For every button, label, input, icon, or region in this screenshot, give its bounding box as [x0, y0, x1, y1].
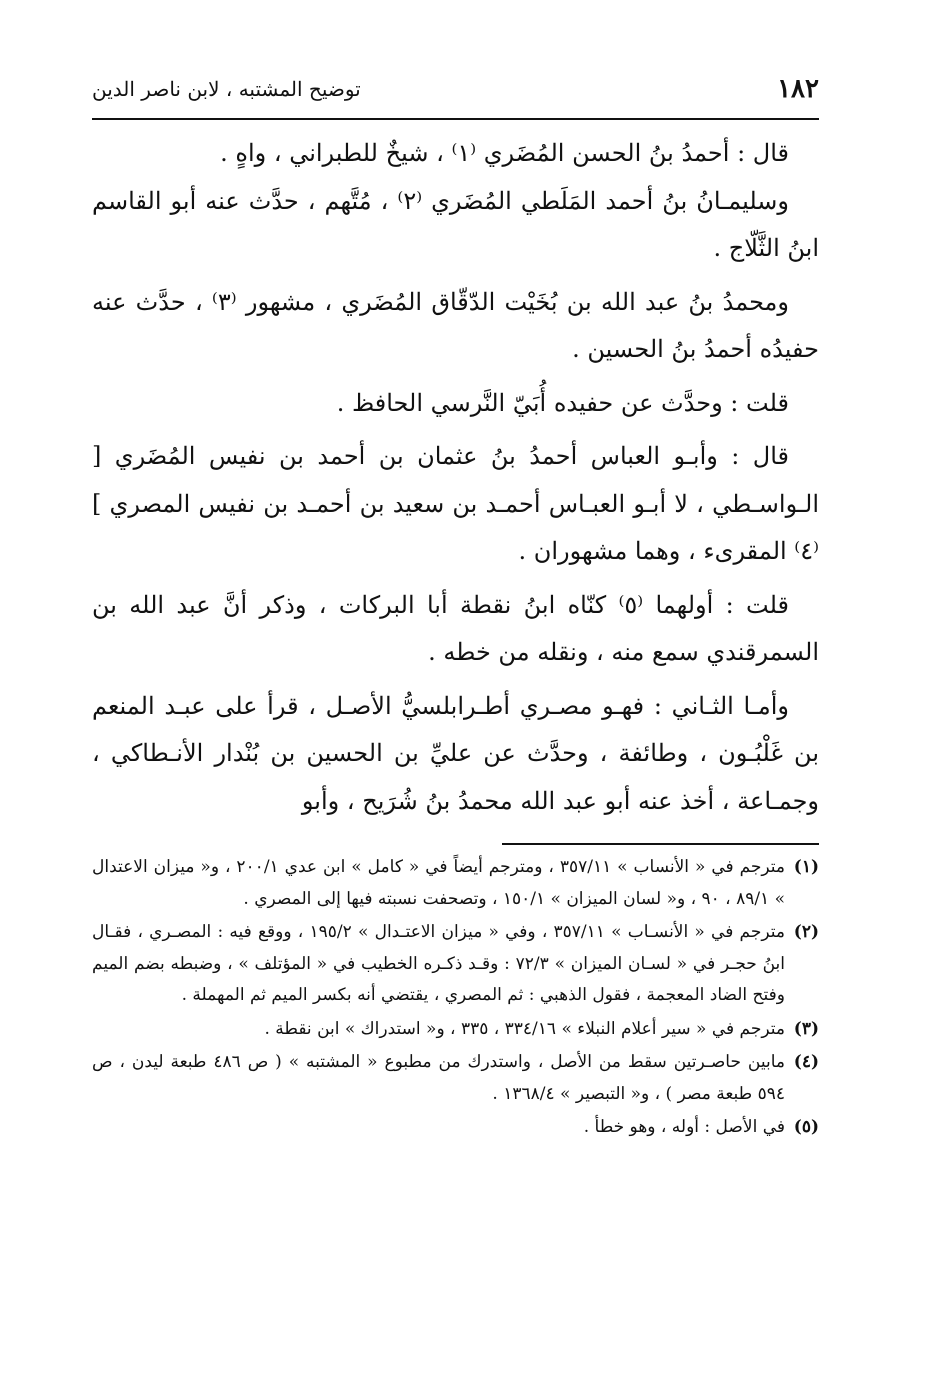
- footnote-number: (١): [793, 857, 819, 877]
- footnote: [92, 1014, 819, 1046]
- footnote-text: مترجم في « الأنسـاب » ٣٥٧/١١ ، وفي « ميزان الاعتـدال » ١٩٥/٢ ، ووقع فيه : المصـري ، فقـال ابنُ حجـر في « لسـان الميزان » ٧٢/٣ : وقـد ذكـره الخطيب في « المؤتلف » ، وضبطه بضم الميم وفتح الضاد المعجمة ، فقول الذهبي : ثم المصري ، يقتضي أنه بكسر الميم ثم المهملة .: [92, 922, 785, 1005]
- paragraph: قال : أحمدُ بنُ الحسن المُضَري ⁽١⁾ ، شيخٌ للطبراني ، واهٍ .: [220, 139, 789, 167]
- paragraph: وأمـا الثـاني : فهـو مصـري أطـرابلسيُّ الأصـل ، قرأ على عبـد المنعم بن غَلْبُـون ، وطائفة ، وحدَّث عن عليِّ بن الحسين بن بُنْدار الأنـطاكي ، وجمـاعة ، أخذ عنه أبو عبد الله محمدُ بنُ شُرَيح ، وأبو: [92, 691, 820, 815]
- header-divider: [92, 118, 819, 120]
- footnote: [92, 1047, 819, 1110]
- paragraph: قلت : أولهما ⁽٥⁾ كنّاه ابنُ نقطة أبا البركات ، وذكر أنَّ عبد الله بن السمرقندي سمع منه ، ونقله من خطه .: [92, 590, 819, 666]
- footnote-text: مابين حاصـرتين سقط من الأصل ، واستدرك من مطبوع « المشتبه » ( ص ٤٨٦ طبعة ليدن ، ص ٥٩٤ طبعة مصر ) ، و« التبصير » ١٣٦٨/٤ .: [92, 1052, 785, 1104]
- footnote-number: (٢): [793, 922, 819, 942]
- footnote-number: (٥): [793, 1117, 819, 1137]
- footnote-number: (٣): [793, 1018, 819, 1039]
- footnotes: [92, 852, 819, 1146]
- main-text: [92, 130, 819, 825]
- paragraph: وسليمـانُ بنُ أحمد المَلَطي المُضَري ⁽٢⁾ ، مُتَّهم ، حدَّث عنه أبو القاسم ابنُ الثَّلّاج .: [92, 186, 819, 262]
- footnote-number: (٤): [793, 1052, 819, 1072]
- page-number: ١٨٢: [777, 74, 819, 104]
- page-header: [92, 66, 819, 112]
- footnote-text: مترجم في « الأنساب » ٣٥٧/١١ ، ومترجم أيضاً في « كامل » ابن عدي ٢٠٠/١ ، و« ميزان الاعتدال » ٨٩/١ ، ٩٠ ، و« لسان الميزان » ١٥٠/١ ، وتصحفت نسبته فيها إلى المصري .: [92, 857, 786, 909]
- footnote-text: مترجم في « سير أعلام النبلاء » ٣٣٤/١٦ ، ٣٣٥ ، و« استدراك » ابن نقطة .: [264, 1018, 785, 1039]
- paragraph: قلت : وحدَّث عن حفيده أُبَيّ النَّرسي الحافظ .: [336, 388, 789, 417]
- footnote: [92, 852, 819, 915]
- paragraph: ومحمدُ بنُ عبد الله بن بُخَيْت الدّقّاق المُضَري ، مشهور ⁽٣⁾ ، حدَّث عنه حفيدُه أحمدُ بنُ الحسين .: [92, 287, 819, 363]
- footnote-text: في الأصل : أوله ، وهو خطأ .: [583, 1117, 785, 1137]
- footnote: [92, 1112, 819, 1144]
- running-title: توضيح المشتبه ، لابن ناصر الدين: [92, 77, 361, 101]
- footnote-divider: [502, 843, 819, 845]
- paragraph: قال : وأبـو العباس أحمدُ بنُ عثمان بن أحمد بن نفيس المُضَري [ الـواسـطي ، لا أبـو العبـاس أحمـد بن سعيد بن أحمـد بن نفيس المصري ] ⁽٤⁾ المقرىء ، وهما مشهوران .: [92, 442, 819, 565]
- footnote: [92, 917, 819, 1012]
